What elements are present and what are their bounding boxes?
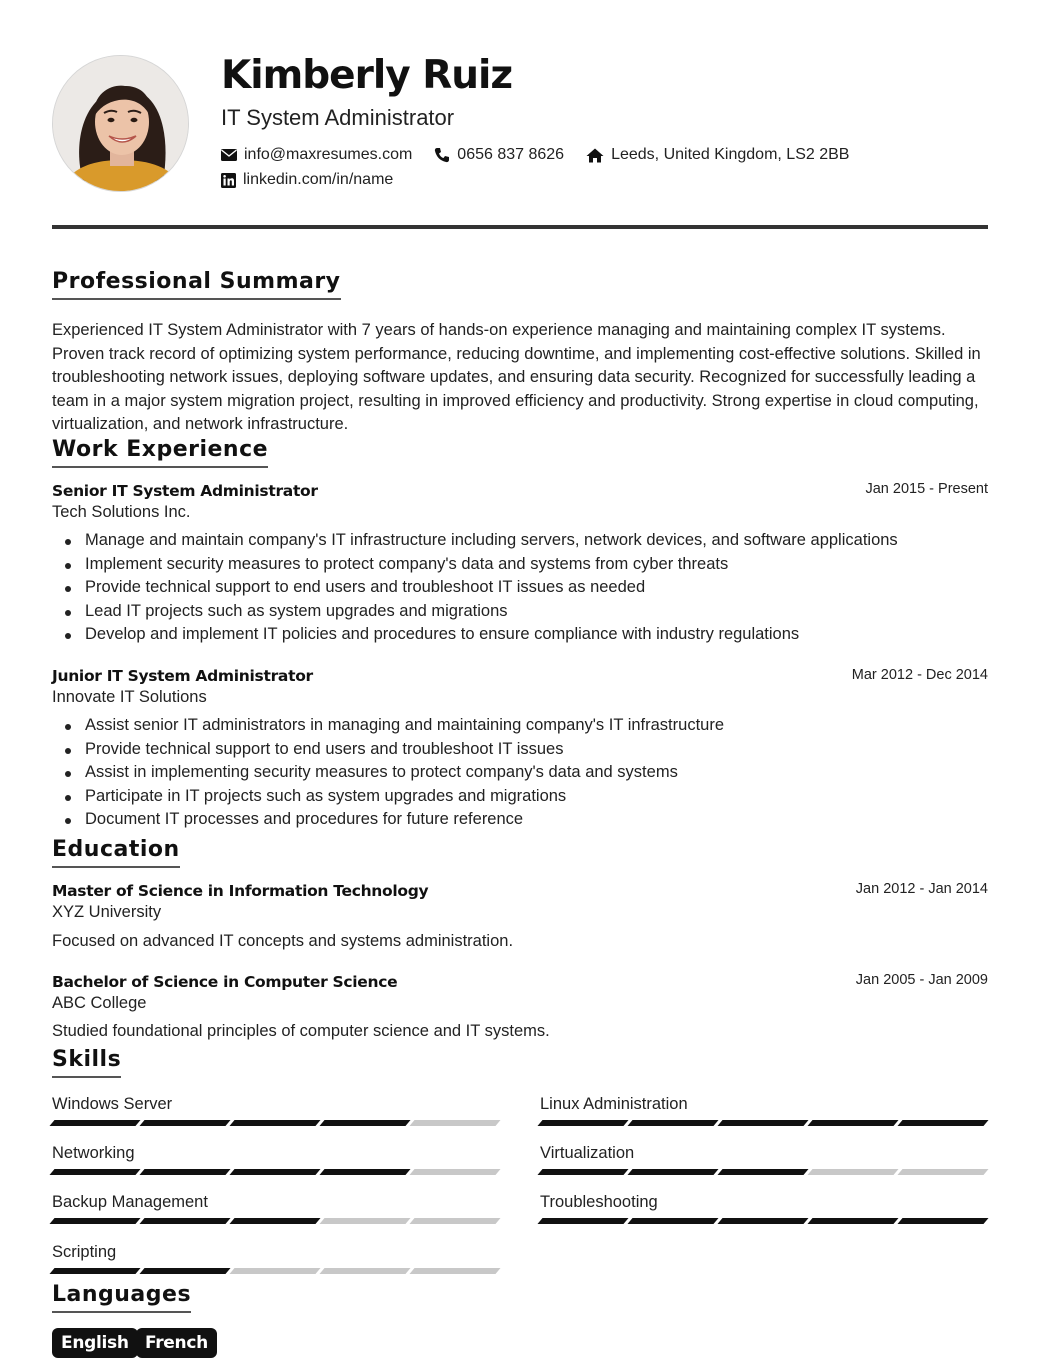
education-entry [52, 882, 988, 951]
job-date: Jan 2015 - Present [865, 481, 988, 497]
languages-section [52, 1281, 191, 1313]
list-item: Implement security measures to protect company's data and systems from cyber threats [52, 553, 988, 577]
skill-segment-filled [807, 1218, 898, 1224]
contact-location [586, 145, 849, 165]
list-item: Provide technical support to end users and troubleshoot IT issues as needed [52, 576, 988, 600]
job-title: Senior IT System Administrator [52, 482, 318, 500]
skill-name: Backup Management [52, 1193, 208, 1211]
envelope-icon [221, 149, 237, 161]
skill-segment-filled [537, 1120, 628, 1126]
skill-segment-filled [807, 1120, 898, 1126]
phone-icon [434, 147, 450, 163]
profile-photo [53, 56, 189, 192]
skill-segment-filled [627, 1120, 718, 1126]
company-name: Innovate IT Solutions [52, 688, 207, 706]
skill-segment-filled [139, 1268, 230, 1274]
skill-segment-filled [319, 1120, 410, 1126]
skill-name: Linux Administration [540, 1095, 688, 1113]
skills-section [52, 1046, 121, 1078]
summary-text: Experienced IT System Administrator with 7 years of hands-on experience managing and maintaining complex IT systems. Proven track record of optimizing system performance, reducing downtime, and implementing cost-effective solutions. Skilled in troubleshooting network issues, deploying software updates, and ensuring data security. Recognized for successfully leading a team in a major system migration project, resulting in improved efficiency and productivity. Strong expertise in cloud computing, virtualization, and network infrastructure. [52, 321, 981, 433]
skill-segment-empty [409, 1169, 500, 1175]
email-text: info@maxresumes.com [244, 146, 413, 163]
language-badge: English [52, 1328, 138, 1358]
skill-segment-filled [717, 1120, 808, 1126]
skill-segment-empty [409, 1120, 500, 1126]
skill-segment-empty [409, 1268, 500, 1274]
skill-level-bar [52, 1169, 500, 1175]
resume-page [52, 0, 988, 1353]
skill-segment-filled [49, 1268, 140, 1274]
skill-item [52, 1094, 500, 1126]
linkedin-text: linkedin.com/in/name [243, 171, 394, 188]
list-item: Develop and implement IT policies and procedures to ensure compliance with industry regulations [52, 623, 988, 647]
avatar [52, 55, 189, 192]
school-name: XYZ University [52, 903, 162, 921]
contact-row [221, 145, 871, 165]
skill-item [540, 1192, 988, 1224]
linkedin-icon [221, 173, 236, 188]
section-title-skills: Skills [52, 1046, 121, 1078]
skill-level-bar [540, 1169, 988, 1175]
skill-level-bar [540, 1218, 988, 1224]
job-entry [52, 482, 988, 647]
skill-segment-filled [537, 1218, 628, 1224]
skill-name: Troubleshooting [540, 1193, 658, 1211]
skill-segment-filled [717, 1169, 808, 1175]
list-item: Document IT processes and procedures for future reference [52, 808, 988, 832]
skill-segment-filled [139, 1169, 230, 1175]
skill-item [52, 1192, 500, 1224]
skill-segment-filled [717, 1218, 808, 1224]
resume-header [52, 0, 988, 229]
skill-level-bar [52, 1268, 500, 1274]
job-entry [52, 667, 988, 832]
skill-name: Virtualization [540, 1144, 635, 1162]
section-title-summary: Professional Summary [52, 268, 341, 300]
job-title-heading: IT System Administrator [221, 105, 455, 130]
contact-row-2 [221, 170, 415, 190]
education-date: Jan 2012 - Jan 2014 [855, 881, 988, 897]
list-item: Assist senior IT administrators in managing and maintaining company's IT infrastructure [52, 714, 988, 738]
skill-segment-filled [229, 1169, 320, 1175]
degree-title: Bachelor of Science in Computer Science [52, 973, 398, 991]
school-name: ABC College [52, 994, 147, 1012]
education-section [52, 836, 180, 868]
skill-level-bar [52, 1120, 500, 1126]
list-item: Manage and maintain company's IT infrastructure including servers, network devices, and software applications [52, 529, 988, 553]
section-title-languages: Languages [52, 1281, 191, 1313]
skill-segment-filled [49, 1169, 140, 1175]
job-title: Junior IT System Administrator [52, 667, 313, 685]
skill-segment-filled [897, 1120, 988, 1126]
skill-segment-empty [409, 1218, 500, 1224]
header-divider [52, 225, 988, 229]
skill-segment-filled [229, 1120, 320, 1126]
home-icon [586, 148, 604, 163]
skill-segment-filled [627, 1218, 718, 1224]
skill-level-bar [540, 1120, 988, 1126]
education-description: Focused on advanced IT concepts and systems administration. [52, 932, 514, 950]
contact-phone[interactable] [434, 145, 564, 165]
job-bullets [52, 714, 988, 832]
location-text: Leeds, United Kingdom, LS2 2BB [611, 146, 850, 163]
skill-segment-filled [319, 1169, 410, 1175]
skill-segment-empty [319, 1268, 410, 1274]
skill-item [52, 1242, 500, 1274]
phone-text: 0656 837 8626 [457, 146, 565, 163]
skill-level-bar [52, 1218, 500, 1224]
work-section [52, 436, 268, 468]
skill-segment-filled [139, 1218, 230, 1224]
education-date: Jan 2005 - Jan 2009 [855, 972, 988, 988]
list-item: Assist in implementing security measures to protect company's data and systems [52, 761, 988, 785]
skill-segment-filled [229, 1218, 320, 1224]
skill-segment-empty [229, 1268, 320, 1274]
job-date: Mar 2012 - Dec 2014 [851, 667, 988, 683]
education-entry [52, 973, 988, 1041]
language-badge: French [136, 1328, 217, 1358]
summary-section [52, 268, 341, 300]
degree-title: Master of Science in Information Technology [52, 882, 429, 900]
skill-item [540, 1094, 988, 1126]
list-item: Participate in IT projects such as system upgrades and migrations [52, 785, 988, 809]
contact-email[interactable] [221, 145, 412, 165]
contact-linkedin[interactable] [221, 170, 393, 190]
education-description: Studied foundational principles of computer science and IT systems. [52, 1022, 550, 1040]
skill-segment-empty [319, 1218, 410, 1224]
list-item: Provide technical support to end users and troubleshoot IT issues [52, 738, 988, 762]
skill-segment-empty [807, 1169, 898, 1175]
candidate-name: Kimberly Ruiz [221, 53, 513, 98]
skill-name: Windows Server [52, 1095, 173, 1113]
skill-segment-filled [139, 1120, 230, 1126]
section-title-education: Education [52, 836, 180, 868]
list-item: Lead IT projects such as system upgrades and migrations [52, 600, 988, 624]
skill-item [52, 1143, 500, 1175]
skill-item [540, 1143, 988, 1175]
skill-segment-filled [537, 1169, 628, 1175]
skill-name: Scripting [52, 1243, 117, 1261]
skill-segment-filled [627, 1169, 718, 1175]
job-bullets [52, 529, 988, 647]
skill-segment-filled [49, 1120, 140, 1126]
skill-name: Networking [52, 1144, 135, 1162]
section-title-work: Work Experience [52, 436, 268, 468]
skill-segment-filled [897, 1218, 988, 1224]
skill-segment-filled [49, 1218, 140, 1224]
skill-segment-empty [897, 1169, 988, 1175]
company-name: Tech Solutions Inc. [52, 503, 191, 521]
